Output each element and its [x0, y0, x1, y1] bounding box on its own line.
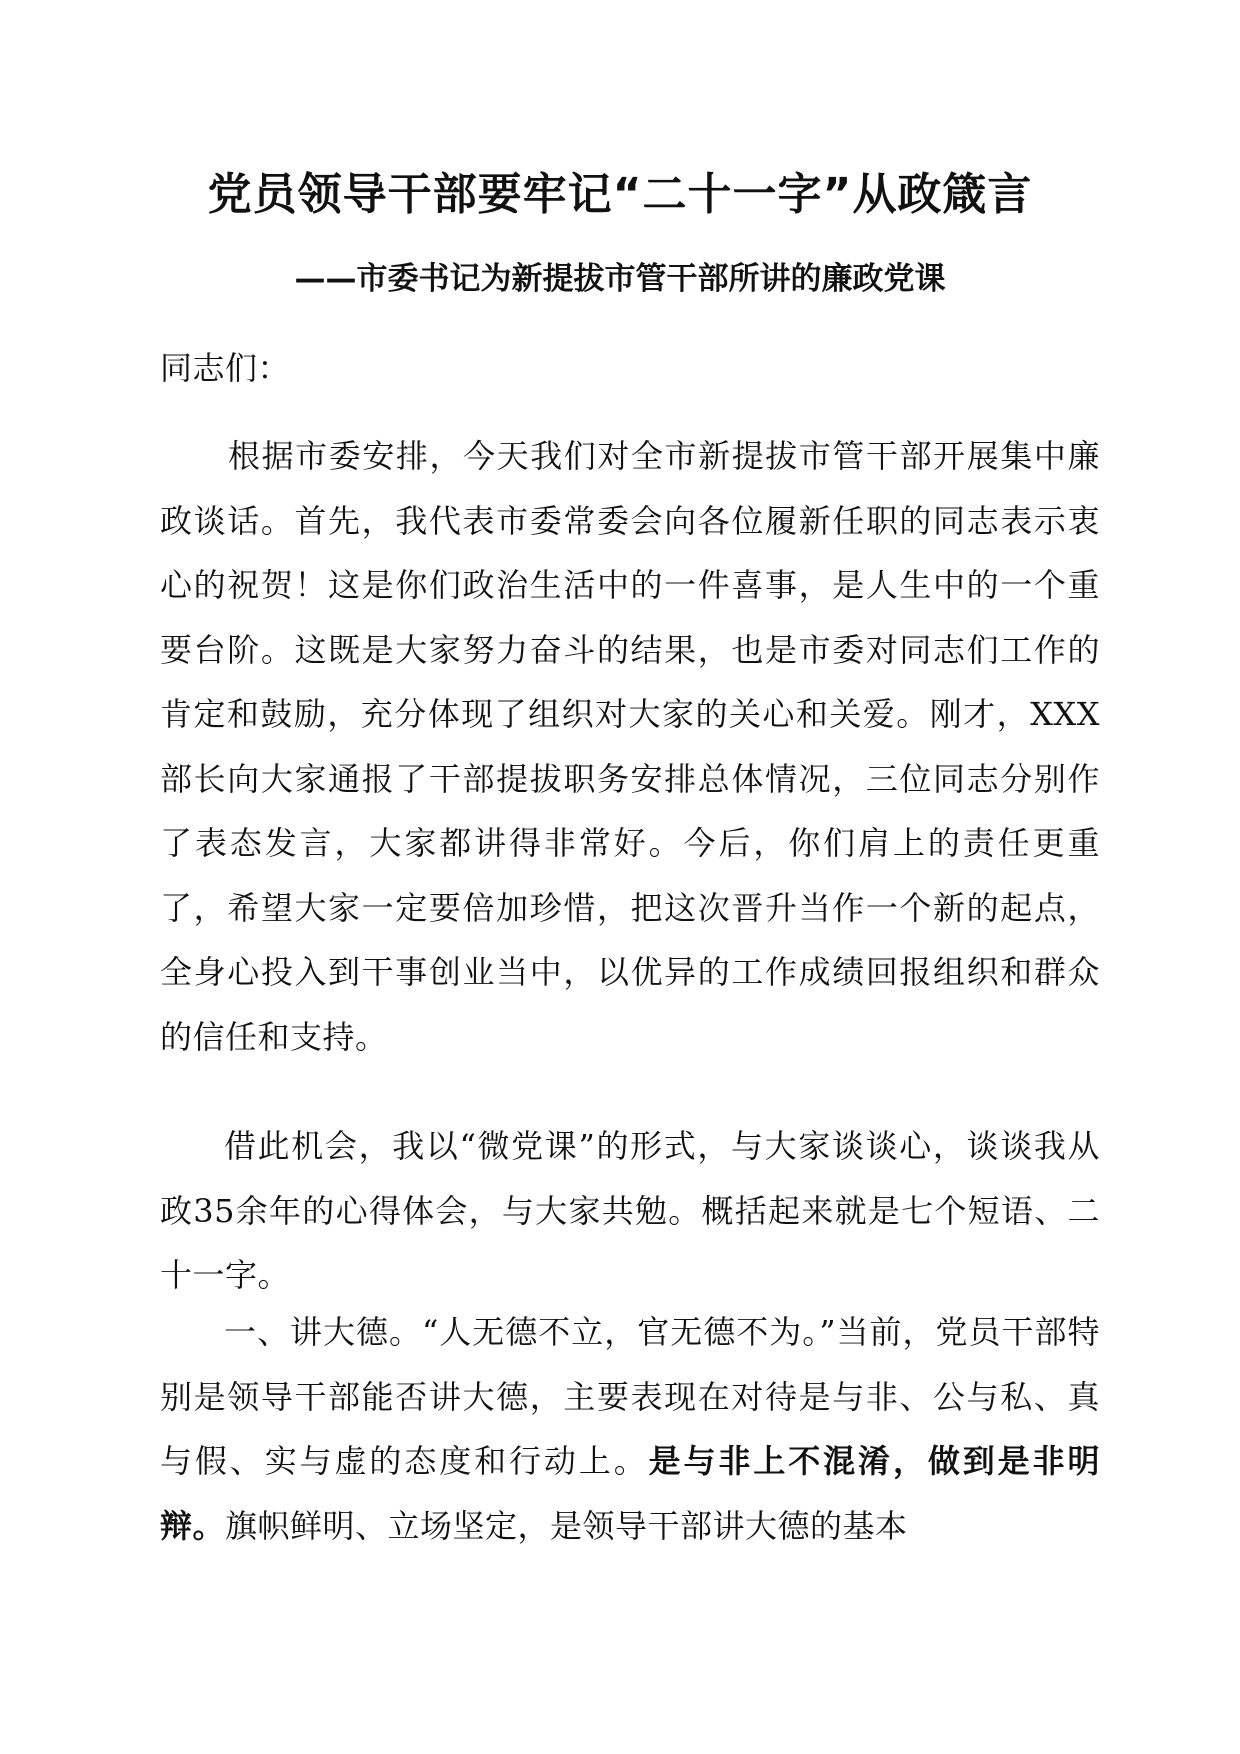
paragraph-1: 根据市委安排，今天我们对全市新提拔市管干部开展集中廉政谈话。首先，我代表市委常委会向各位履新任职的同志表示衷心的祝贺！这是你们政治生活中的一件喜事，是人生中的一个重要台阶。这既是大家努力奋斗的结果，也是市委对同志们工作的肯定和鼓励，充分体现了组织对大家的关心和关爱。刚才，XXX部长向大家通报了干部提拔职务安排总体情况，三位同志分别作了表态发言，大家都讲得非常好。今后，你们肩上的责任更重了，希望大家一定要倍加珍惜，把这次晋升当作一个新的起点，全身心投入到干事创业当中，以优异的工作成绩回报组织和群众的信任和支持。 [160, 437, 1100, 1056]
greeting: 同志们： [160, 349, 291, 387]
paragraph-2: 借此机会，我以“微党课”的形式，与大家谈谈心，谈谈我从政35余年的心得体会，与大家共勉。概括起来就是七个短语、二十一字。 [160, 1127, 1100, 1294]
paragraph-3-text-after: 旗帜鲜明、立场坚定，是领导干部讲大德的基本 [225, 1506, 908, 1545]
paragraph-3-bold-phrase: 是与非上不混淆，做到是非明辩。 [160, 1442, 1100, 1545]
paragraph-3 [160, 1300, 1100, 1558]
document-subtitle: ——市委书记为新提拔市管干部所讲的廉政党课 [294, 261, 946, 297]
document-title: 党员领导干部要牢记“二十一字”从政箴言 [207, 169, 1033, 220]
paragraph-3-text-before: 一、讲大德。“人无德不立，官无德不为。”当前，党员干部特别是领导干部能否讲大德，主要表现在对待是与非、公与私、真与假、实与虚的态度和行动上。 [160, 1313, 1100, 1480]
